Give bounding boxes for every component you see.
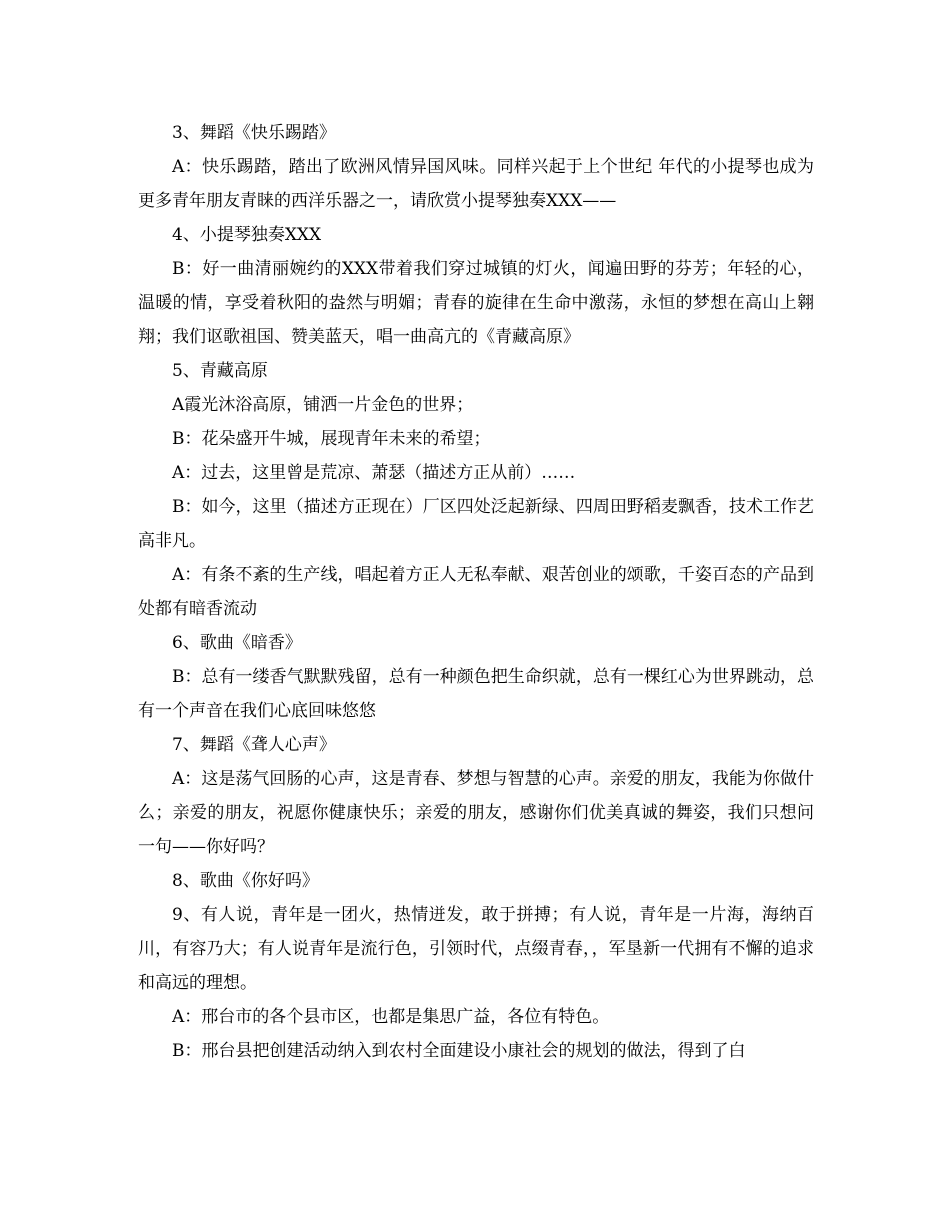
heading-song-how-are-you: 8、歌曲《你好吗》: [172, 871, 319, 891]
paragraph-host-a-xingtai: A：邢台市的各个县市区，也都是集思广益，各位有特色。: [172, 1007, 610, 1027]
paragraph-host-a-heartfelt: A：这是荡气回肠的心声，这是青春、梦想与智慧的心声。亲爱的朋友，我能为你做什么；亲爱的朋友，祝愿你健康快乐；亲爱的朋友，感谢你们优美真诚的舞姿，我们只想问一句——你好吗？: [138, 769, 814, 857]
heading-violin-solo: 4、小提琴独奏XXX: [172, 225, 322, 245]
paragraph-host-b-qinghai-tibet-intro: B：好一曲清丽婉约的XXX带着我们穿过城镇的灯火，闻遍田野的芬芳；年轻的心，温暖的情，享受着秋阳的盎然与明媚；青春的旋律在生命中激荡，永恒的梦想在高山上翱翔；我们讴歌祖国、赞美蓝天，唱一曲高亢的《青藏高原》: [138, 259, 814, 347]
paragraph-host-b-flowers: B：花朵盛开牛城，展现青年未来的希望；: [172, 429, 491, 449]
paragraph-host-b-fragrance: B：总有一缕香气默默残留，总有一种颜色把生命织就，总有一棵红心为世界跳动，总有一个声音在我们心底回味悠悠: [138, 667, 814, 721]
paragraph-host-a-production-line: A：有条不紊的生产线，唱起着方正人无私奉献、艰苦创业的颂歌，千姿百态的产品到处都有暗香流动: [138, 565, 814, 619]
paragraph-host-b-xingtai-county: B：邢台县把创建活动纳入到农村全面建设小康社会的规划的做法，得到了白: [172, 1041, 746, 1061]
paragraph-youth-is-fire: 9、有人说，青年是一团火，热情迸发，敢于拼搏；有人说，青年是一片海，海纳百川，有容乃大；有人说青年是流行色，引领时代，点缀青春，，军垦新一代拥有不懈的追求和高远的理想。: [138, 905, 814, 993]
heading-dance-deaf-voices: 7、舞蹈《聋人心声》: [172, 735, 336, 755]
paragraph-host-a-sunlight: A霞光沐浴高原，铺洒一片金色的世界；: [172, 395, 474, 415]
heading-qinghai-tibet-plateau: 5、青藏高原: [172, 361, 268, 381]
document-body: [138, 116, 814, 1068]
heading-song-hidden-fragrance: 6、歌曲《暗香》: [172, 633, 302, 653]
paragraph-host-a-violin-intro: A：快乐踢踏，踏出了欧洲风情异国风味。同样兴起于上个世纪 年代的小提琴也成为更多青年朋友青睐的西洋乐器之一，请欣赏小提琴独奏XXX——: [138, 157, 814, 211]
paragraph-host-b-present: B：如今，这里（描述方正现在）厂区四处泛起新绿、四周田野稻麦飘香，技术工作艺高非凡。: [138, 497, 814, 551]
paragraph-host-a-past: A：过去，这里曾是荒凉、萧瑟（描述方正从前）……: [172, 463, 576, 483]
heading-dance-happy-tap: 3、舞蹈《快乐踢踏》: [172, 123, 336, 143]
